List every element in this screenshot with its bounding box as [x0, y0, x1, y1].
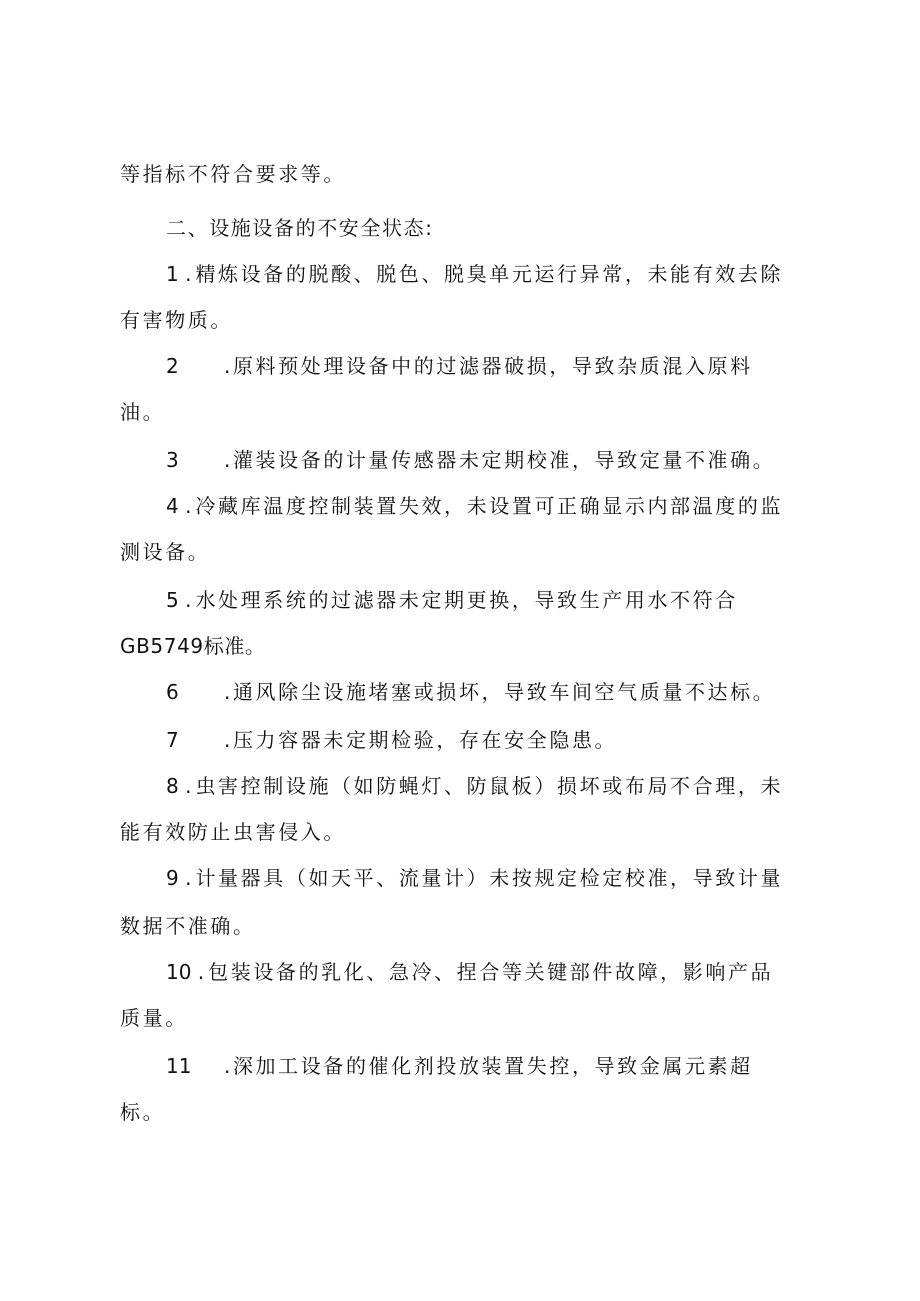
list-item-4 — [166, 492, 783, 520]
list-item-1 — [166, 260, 783, 288]
list-item-9-continuation: 数据不准确。 — [120, 914, 256, 938]
list-item-11-continuation: 标。 — [120, 1100, 166, 1124]
item-number: 7 — [166, 728, 179, 752]
item-number: 2 — [166, 354, 179, 378]
item-text: .深加工设备的催化剂投放装置失控，导致金属元素超 — [224, 1054, 753, 1078]
item-number: 9 . — [166, 866, 192, 890]
list-item-4-continuation: 测设备。 — [120, 540, 211, 564]
list-item-8 — [166, 772, 783, 800]
list-item-10-continuation: 质量。 — [120, 1006, 188, 1030]
item-text: 包装设备的乳化、急冷、捏合等关键部件故障，影响产品 — [208, 960, 774, 984]
item-text: .原料预处理设备中的过滤器破损，导致杂质混入原料 — [224, 354, 753, 378]
item-text: .通风除尘设施堵塞或损坏，导致车间空气质量不达标。 — [224, 680, 776, 704]
list-item-9 — [166, 864, 783, 892]
list-item-1-continuation: 有害物质。 — [120, 308, 233, 332]
item-text: 水处理系统的过滤器未定期更换，导致生产用水不符合 — [195, 588, 738, 612]
item-number: 1 . — [166, 262, 192, 286]
item-number: 5 . — [166, 588, 192, 612]
list-item-3 — [166, 446, 775, 474]
item-text: 冷藏库温度控制装置失效，未设置可正确显示内部温度的监 — [195, 494, 784, 518]
item-text: .压力容器未定期检验，存在安全隐患。 — [224, 728, 618, 752]
list-item-8-continuation: 能有效防止虫害侵入。 — [120, 820, 346, 844]
intro-tail-text: 等指标不符合要求等。 — [120, 162, 346, 186]
item-number: 6 — [166, 680, 179, 704]
list-item-7 — [166, 726, 617, 754]
list-item-10 — [166, 958, 773, 986]
section-heading: 二、设施设备的不安全状态: — [166, 216, 434, 240]
item-number: 11 — [166, 1054, 192, 1078]
item-number: 3 — [166, 448, 179, 472]
list-item-11 — [166, 1052, 753, 1080]
list-item-5-continuation: GB5749标准。 — [120, 634, 266, 658]
item-number: 4 . — [166, 494, 192, 518]
item-text: 虫害控制设施（如防蝇灯、防鼠板）损坏或布局不合理，未 — [195, 774, 784, 798]
item-text: 计量器具（如天平、流量计）未按规定检定校准，导致计量 — [195, 866, 784, 890]
list-item-2-continuation: 油。 — [120, 400, 166, 424]
item-number: 8 . — [166, 774, 192, 798]
item-text: 精炼设备的脱酸、脱色、脱臭单元运行异常，未能有效去除 — [195, 262, 784, 286]
item-text: .灌装设备的计量传感器未定期校准，导致定量不准确。 — [224, 448, 776, 472]
list-item-6 — [166, 678, 775, 706]
list-item-5 — [166, 586, 738, 614]
item-number: 10 . — [166, 960, 205, 984]
list-item-2 — [166, 352, 753, 380]
